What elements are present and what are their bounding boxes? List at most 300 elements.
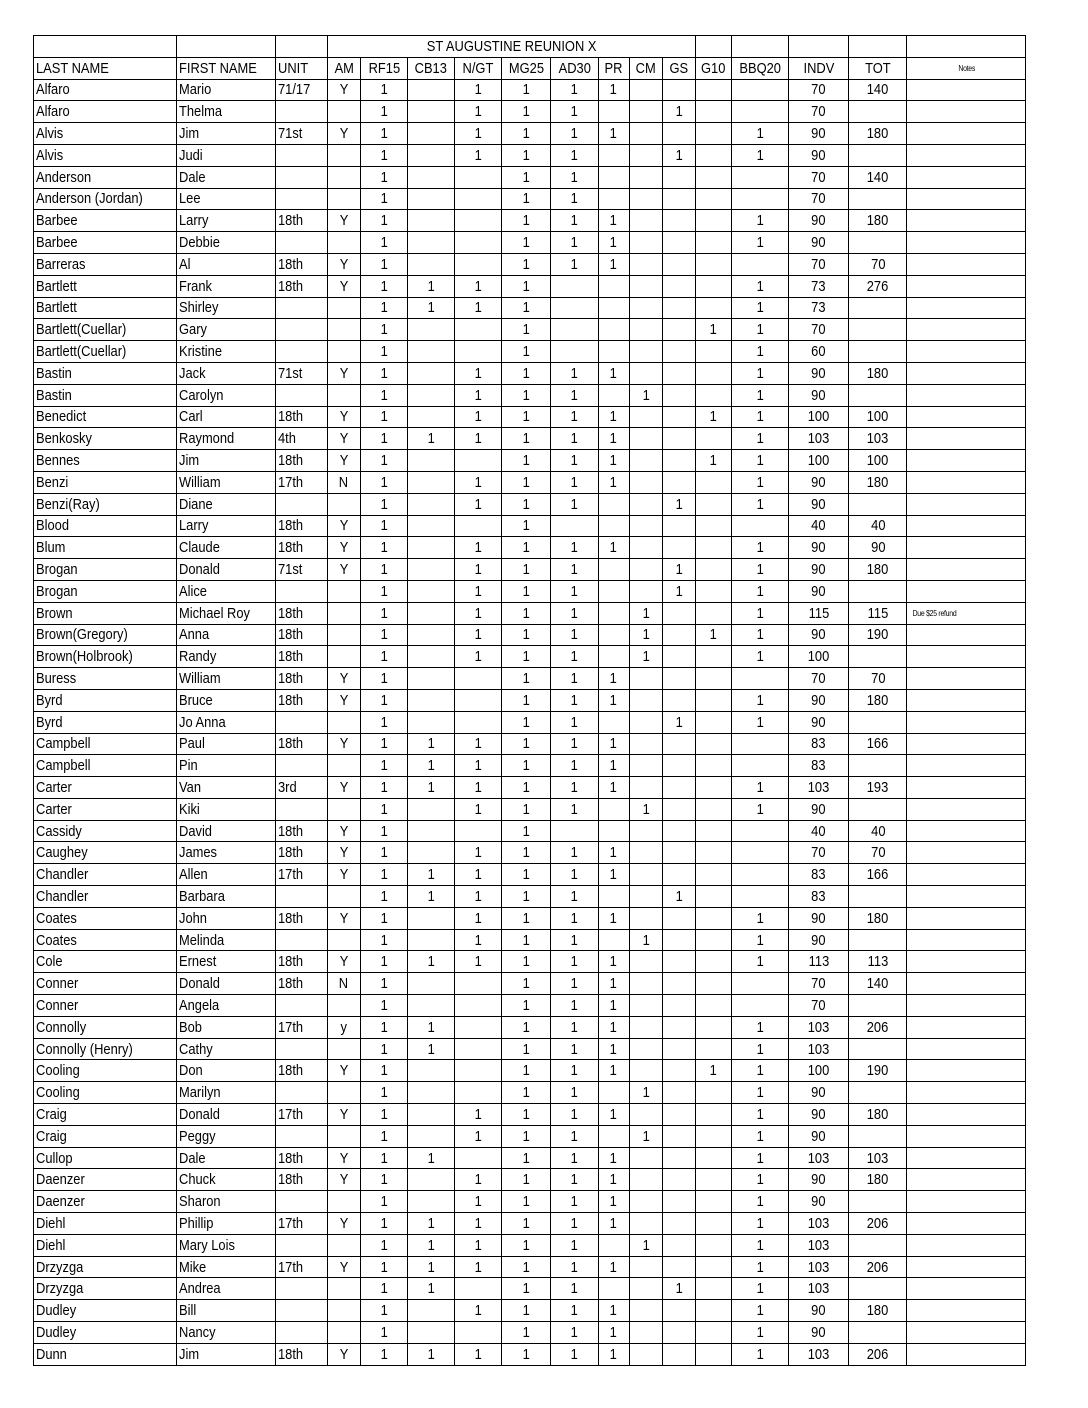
table-cell [629, 101, 662, 123]
table-cell [629, 341, 662, 363]
table-cell: 180 [849, 471, 907, 493]
table-cell [662, 624, 695, 646]
table-cell: 1 [455, 1300, 502, 1322]
table-cell: Bill [177, 1300, 275, 1322]
table-cell: 1 [598, 1213, 629, 1235]
table-cell [598, 101, 629, 123]
table-cell [907, 471, 1026, 493]
table-cell: 1 [551, 1038, 598, 1060]
table-row [34, 1300, 1026, 1322]
table-cell [731, 864, 788, 886]
table-cell: 18th [275, 907, 327, 929]
table-cell: 3rd [275, 777, 327, 799]
table-cell [695, 559, 731, 581]
table-cell: 1 [360, 864, 407, 886]
table-cell: 1 [360, 1038, 407, 1060]
table-cell: Bartlett [34, 297, 177, 319]
table-cell: 1 [662, 493, 695, 515]
table-cell: 1 [455, 297, 502, 319]
table-cell [695, 1038, 731, 1060]
table-cell [907, 777, 1026, 799]
table-cell: 1 [502, 166, 551, 188]
table-cell: 1 [551, 1256, 598, 1278]
table-cell [907, 493, 1026, 515]
table-cell: 18th [275, 1147, 327, 1169]
table-cell: 115 [789, 602, 849, 624]
table-cell [662, 1300, 695, 1322]
table-cell: 70 [789, 995, 849, 1017]
table-cell: Y [327, 907, 360, 929]
table-cell [731, 995, 788, 1017]
table-row [34, 515, 1026, 537]
table-row [34, 864, 1026, 886]
table-cell: 1 [455, 1125, 502, 1147]
table-cell [907, 428, 1026, 450]
table-cell: 90 [789, 689, 849, 711]
table-row [34, 101, 1026, 123]
table-cell [629, 1169, 662, 1191]
table-cell [327, 101, 360, 123]
table-cell: 1 [731, 907, 788, 929]
table-row [34, 1060, 1026, 1082]
table-cell: Chuck [177, 1169, 275, 1191]
table-cell: Benkosky [34, 428, 177, 450]
table-cell [455, 1147, 502, 1169]
table-cell: 1 [731, 362, 788, 384]
table-cell [662, 1191, 695, 1213]
table-cell [408, 341, 455, 363]
table-cell [695, 646, 731, 668]
table-cell: 1 [551, 493, 598, 515]
table-cell: Dudley [34, 1300, 177, 1322]
table-cell: Melinda [177, 929, 275, 951]
table-row [34, 907, 1026, 929]
table-cell: 1 [455, 602, 502, 624]
table-cell: 70 [849, 842, 907, 864]
table-cell [731, 253, 788, 275]
table-row [34, 450, 1026, 472]
table-cell: 1 [360, 602, 407, 624]
table-cell [662, 1147, 695, 1169]
table-cell [849, 188, 907, 210]
table-cell: Larry [177, 515, 275, 537]
table-cell: 1 [598, 253, 629, 275]
table-cell: 1 [455, 362, 502, 384]
table-cell: 71st [275, 362, 327, 384]
table-cell: 1 [598, 689, 629, 711]
table-cell: 1 [408, 1256, 455, 1278]
table-cell: 70 [849, 668, 907, 690]
table-cell [629, 1016, 662, 1038]
table-cell [695, 515, 731, 537]
table-cell: 1 [551, 1234, 598, 1256]
table-cell [695, 733, 731, 755]
table-cell: 70 [789, 166, 849, 188]
table-cell: 1 [502, 101, 551, 123]
table-cell [629, 319, 662, 341]
table-cell: Y [327, 537, 360, 559]
table-row [34, 1278, 1026, 1300]
table-cell [695, 1343, 731, 1365]
table-cell: 90 [789, 144, 849, 166]
table-cell [907, 275, 1026, 297]
table-cell: 180 [849, 1300, 907, 1322]
table-cell [907, 1104, 1026, 1126]
table-cell: 1 [502, 144, 551, 166]
table-cell: Y [327, 515, 360, 537]
table-cell [455, 820, 502, 842]
table-cell: Brown(Holbrook) [34, 646, 177, 668]
table-cell: 1 [455, 428, 502, 450]
table-cell: Lee [177, 188, 275, 210]
table-cell: 90 [789, 559, 849, 581]
table-cell: Ernest [177, 951, 275, 973]
table-cell [408, 537, 455, 559]
table-cell [629, 144, 662, 166]
table-cell: 276 [849, 275, 907, 297]
table-cell: 70 [849, 253, 907, 275]
table-cell [455, 973, 502, 995]
table-cell: Anderson [34, 166, 177, 188]
table-cell [629, 471, 662, 493]
table-cell: 1 [551, 1322, 598, 1344]
table-cell: 1 [598, 973, 629, 995]
table-cell [849, 493, 907, 515]
table-cell: 73 [789, 297, 849, 319]
table-cell: 1 [502, 842, 551, 864]
table-cell: Y [327, 733, 360, 755]
table-row [34, 1256, 1026, 1278]
table-cell [849, 1322, 907, 1344]
table-cell [275, 755, 327, 777]
table-cell: 1 [455, 886, 502, 908]
table-cell: 1 [455, 580, 502, 602]
table-cell [629, 755, 662, 777]
table-cell [455, 1082, 502, 1104]
table-cell [662, 646, 695, 668]
table-cell: Y [327, 1213, 360, 1235]
table-cell: Barbee [34, 210, 177, 232]
table-cell: Campbell [34, 733, 177, 755]
table-cell: Carter [34, 798, 177, 820]
table-cell [662, 1343, 695, 1365]
table-row [34, 777, 1026, 799]
table-cell [551, 319, 598, 341]
table-cell: 1 [731, 123, 788, 145]
table-cell [695, 297, 731, 319]
table-cell [695, 973, 731, 995]
table-cell [455, 515, 502, 537]
table-cell: Bartlett(Cuellar) [34, 319, 177, 341]
table-cell [275, 1300, 327, 1322]
table-cell [662, 1234, 695, 1256]
table-cell: 1 [731, 1300, 788, 1322]
table-cell: 180 [849, 907, 907, 929]
table-cell [662, 471, 695, 493]
table-cell: Cooling [34, 1082, 177, 1104]
table-cell: Debbie [177, 232, 275, 254]
table-cell: 18th [275, 1169, 327, 1191]
table-cell: 1 [731, 1343, 788, 1365]
table-cell [907, 101, 1026, 123]
table-cell [275, 1125, 327, 1147]
table-cell [327, 493, 360, 515]
table-cell: Y [327, 362, 360, 384]
table-cell: Drzyzga [34, 1278, 177, 1300]
table-cell [907, 886, 1026, 908]
table-cell: Kiki [177, 798, 275, 820]
table-cell: 1 [360, 907, 407, 929]
table-cell: Bartlett [34, 275, 177, 297]
table-cell [907, 1234, 1026, 1256]
table-cell: Y [327, 1256, 360, 1278]
table-cell: 1 [360, 1300, 407, 1322]
table-cell: David [177, 820, 275, 842]
table-cell: 1 [695, 624, 731, 646]
table-cell: 1 [662, 711, 695, 733]
table-cell [662, 602, 695, 624]
table-cell [662, 755, 695, 777]
table-cell: 1 [731, 406, 788, 428]
table-cell [275, 1191, 327, 1213]
table-cell [695, 79, 731, 101]
table-cell: 1 [360, 842, 407, 864]
table-cell [629, 907, 662, 929]
table-cell [731, 79, 788, 101]
table-cell: 1 [551, 668, 598, 690]
table-cell: 90 [789, 210, 849, 232]
table-cell: Y [327, 123, 360, 145]
table-cell: 1 [502, 493, 551, 515]
table-cell: 1 [598, 471, 629, 493]
table-cell: Bartlett(Cuellar) [34, 341, 177, 363]
table-cell [275, 1234, 327, 1256]
table-cell [907, 188, 1026, 210]
table-cell: 1 [360, 341, 407, 363]
table-cell [907, 689, 1026, 711]
table-cell: Craig [34, 1104, 177, 1126]
table-cell: 103 [789, 1016, 849, 1038]
table-cell: 1 [360, 493, 407, 515]
table-cell [662, 1104, 695, 1126]
table-cell: 1 [360, 995, 407, 1017]
table-cell: 1 [551, 842, 598, 864]
table-cell: 1 [598, 1038, 629, 1060]
table-cell: 1 [502, 624, 551, 646]
table-cell: 1 [598, 1147, 629, 1169]
table-cell: 1 [455, 733, 502, 755]
table-cell: Kristine [177, 341, 275, 363]
table-cell: 90 [789, 624, 849, 646]
table-cell [907, 668, 1026, 690]
table-cell: 71st [275, 123, 327, 145]
table-cell [695, 580, 731, 602]
table-cell: 190 [849, 624, 907, 646]
table-cell [695, 842, 731, 864]
table-cell [408, 362, 455, 384]
table-cell [327, 319, 360, 341]
table-cell [695, 907, 731, 929]
table-cell: 90 [789, 711, 849, 733]
table-cell: Van [177, 777, 275, 799]
table-cell [629, 493, 662, 515]
table-cell: Cole [34, 951, 177, 973]
table-cell [849, 101, 907, 123]
table-cell [598, 929, 629, 951]
table-cell: Chandler [34, 864, 177, 886]
table-cell [408, 253, 455, 275]
table-cell: 1 [598, 428, 629, 450]
table-cell: Drzyzga [34, 1256, 177, 1278]
table-cell: 1 [662, 559, 695, 581]
table-cell [598, 1082, 629, 1104]
table-cell: 1 [502, 1234, 551, 1256]
table-row [34, 733, 1026, 755]
table-cell: 1 [731, 1038, 788, 1060]
table-cell [455, 210, 502, 232]
table-cell [695, 537, 731, 559]
table-cell: 1 [551, 559, 598, 581]
table-cell [408, 842, 455, 864]
table-cell [731, 820, 788, 842]
table-cell [455, 1016, 502, 1038]
table-cell [907, 973, 1026, 995]
table-cell [731, 755, 788, 777]
table-cell: 180 [849, 1169, 907, 1191]
table-cell: 1 [455, 406, 502, 428]
table-cell: Buress [34, 668, 177, 690]
table-cell [408, 820, 455, 842]
table-row [34, 668, 1026, 690]
table-cell: 1 [360, 1060, 407, 1082]
table-cell: 1 [629, 646, 662, 668]
table-cell: 1 [455, 864, 502, 886]
table-cell: 1 [731, 275, 788, 297]
table-cell: 1 [360, 1104, 407, 1126]
table-cell [695, 1213, 731, 1235]
table-cell: 1 [598, 123, 629, 145]
table-cell [629, 1038, 662, 1060]
table-cell [629, 1256, 662, 1278]
table-cell [695, 1104, 731, 1126]
table-cell [695, 777, 731, 799]
table-cell: 1 [551, 1213, 598, 1235]
table-cell: Coates [34, 929, 177, 951]
table-cell: 1 [662, 144, 695, 166]
column-header: FIRST NAME [177, 57, 275, 79]
table-cell: 1 [360, 580, 407, 602]
table-cell: 1 [360, 973, 407, 995]
table-row [34, 493, 1026, 515]
table-cell: 1 [731, 297, 788, 319]
table-cell [455, 1038, 502, 1060]
table-cell [731, 515, 788, 537]
table-cell: 1 [360, 1256, 407, 1278]
table-row [34, 1038, 1026, 1060]
table-cell [662, 842, 695, 864]
table-cell: 1 [598, 1016, 629, 1038]
table-cell [695, 384, 731, 406]
table-cell: 1 [360, 166, 407, 188]
table-cell [629, 515, 662, 537]
table-cell: 18th [275, 820, 327, 842]
column-header: AM [327, 57, 360, 79]
table-cell [275, 1322, 327, 1344]
table-cell: 1 [502, 210, 551, 232]
table-row [34, 559, 1026, 581]
table-cell: 1 [502, 733, 551, 755]
table-cell [695, 755, 731, 777]
table-cell: 1 [551, 537, 598, 559]
table-cell: Michael Roy [177, 602, 275, 624]
table-cell: 1 [408, 1278, 455, 1300]
table-cell: 1 [731, 384, 788, 406]
table-cell [629, 275, 662, 297]
table-cell: 1 [731, 602, 788, 624]
table-cell: 1 [502, 406, 551, 428]
table-cell [275, 319, 327, 341]
table-cell: Y [327, 1060, 360, 1082]
table-cell: Byrd [34, 689, 177, 711]
table-cell: Y [327, 951, 360, 973]
table-row [34, 275, 1026, 297]
table-cell: 1 [551, 79, 598, 101]
table-cell: 1 [731, 1191, 788, 1213]
table-cell: 103 [849, 1147, 907, 1169]
table-cell [662, 253, 695, 275]
table-cell [695, 689, 731, 711]
table-cell [275, 995, 327, 1017]
table-cell: 1 [360, 297, 407, 319]
table-cell: 1 [502, 1300, 551, 1322]
table-cell [408, 602, 455, 624]
table-cell [455, 450, 502, 472]
table-cell: Marilyn [177, 1082, 275, 1104]
table-cell: 1 [360, 951, 407, 973]
table-cell: 1 [502, 537, 551, 559]
table-cell: 1 [662, 886, 695, 908]
table-cell: 90 [789, 798, 849, 820]
table-cell: 1 [455, 842, 502, 864]
table-cell [598, 1278, 629, 1300]
table-cell: Connolly (Henry) [34, 1038, 177, 1060]
table-cell: 1 [551, 1060, 598, 1082]
table-cell [907, 929, 1026, 951]
table-cell: N [327, 973, 360, 995]
table-cell [629, 1322, 662, 1344]
table-cell [455, 319, 502, 341]
table-row [34, 624, 1026, 646]
table-cell: 206 [849, 1256, 907, 1278]
table-cell: 1 [731, 537, 788, 559]
table-cell: 1 [360, 820, 407, 842]
table-cell: John [177, 907, 275, 929]
table-cell [275, 144, 327, 166]
table-cell [849, 1278, 907, 1300]
table-cell [662, 166, 695, 188]
table-cell: 1 [502, 1016, 551, 1038]
table-cell [662, 973, 695, 995]
table-cell: Byrd [34, 711, 177, 733]
table-cell: 1 [731, 144, 788, 166]
table-cell: 1 [502, 602, 551, 624]
table-cell: 83 [789, 733, 849, 755]
table-cell: 1 [551, 362, 598, 384]
table-cell: 1 [502, 1038, 551, 1060]
table-cell: 70 [789, 188, 849, 210]
table-cell: 1 [551, 1169, 598, 1191]
table-cell: Mary Lois [177, 1234, 275, 1256]
